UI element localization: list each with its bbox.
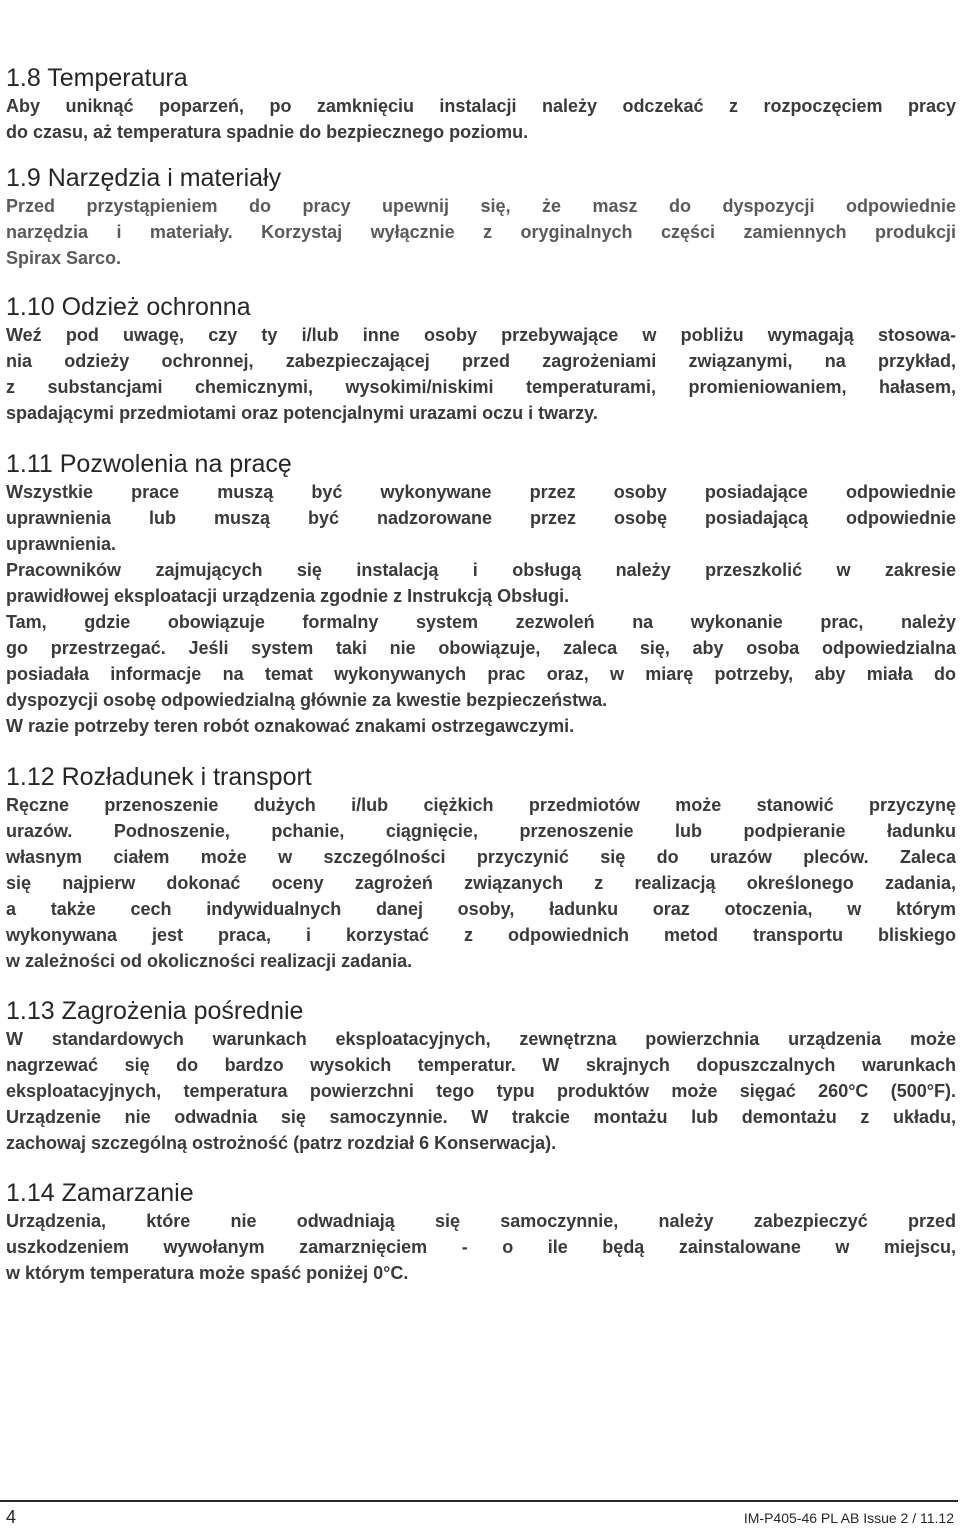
text-line: Ręczne przenoszenie dużych i/lub ciężkich przedmiotów może stanowić przyczynę [6, 795, 956, 815]
text-line: spadającymi przedmiotami oraz potencjalnymi urazami oczu i twarzy. [6, 403, 598, 423]
section-heading: 1.10 Odzież ochronna [6, 293, 251, 321]
section-paragraph [6, 1208, 956, 1286]
text-line: nia odzieży ochronnej, zabezpieczającej przed zagrożeniami związanymi, na przykład, [6, 351, 956, 371]
section-paragraph [6, 713, 956, 739]
text-line: Pracowników zajmujących się instalacją i obsługą należy przeszkolić w zakresie [6, 560, 956, 580]
section-paragraph [6, 1026, 956, 1156]
section-paragraph [6, 609, 956, 713]
text-line: Przed przystąpieniem do pracy upewnij się, że masz do dyspozycji odpowiednie [6, 196, 956, 216]
text-line: w zależności od okoliczności realizacji zadania. [6, 951, 413, 971]
text-line: w którym temperatura może spaść poniżej 0°C. [6, 1263, 409, 1283]
section-paragraph [6, 479, 956, 557]
section-paragraph [6, 792, 956, 974]
text-line: Tam, gdzie obowiązuje formalny system zezwoleń na wykonanie prac, należy [6, 612, 956, 632]
section-heading: 1.14 Zamarzanie [6, 1179, 194, 1207]
section-heading: 1.13 Zagrożenia pośrednie [6, 997, 304, 1025]
section-heading: 1.8 Temperatura [6, 64, 188, 92]
section-paragraph [6, 93, 956, 145]
text-line: narzędzia i materiały. Korzystaj wyłącznie z oryginalnych części zamiennych produkcji [6, 222, 956, 242]
section-1-14-zamarzanie [6, 1179, 956, 1286]
text-line: uprawnienia. [6, 534, 117, 554]
text-line: z substancjami chemicznymi, wysokimi/niskimi temperaturami, promieniowaniem, hałasem, [6, 377, 956, 397]
section-heading: 1.9 Narzędzia i materiały [6, 164, 282, 192]
text-line: własnym ciałem może w szczególności przyczynić się do urazów pleców. Zaleca [6, 847, 956, 867]
text-line: uszkodzeniem wywołanym zamarznięciem - o ile będą zainstalowane w miejscu, [6, 1237, 956, 1257]
section-1-13-zagrozenia-posrednie [6, 997, 956, 1156]
section-heading: 1.12 Rozładunek i transport [6, 763, 312, 791]
section-paragraph [6, 557, 956, 609]
text-line: Wszystkie prace muszą być wykonywane przez osoby posiadające odpowiednie [6, 482, 956, 502]
footer-divider [0, 1500, 958, 1502]
section-1-11-pozwolenia [6, 450, 956, 739]
text-line: dyspozycji osobę odpowiedzialną głównie za kwestie bezpieczeństwa. [6, 690, 608, 710]
text-line: do czasu, aż temperatura spadnie do bezpiecznego poziomu. [6, 122, 529, 142]
text-line: prawidłowej eksploatacji urządzenia zgodnie z Instrukcją Obsługi. [6, 586, 570, 606]
text-line: eksploatacyjnych, temperatura powierzchni tego typu produktów może sięgać 260°C (500°F). [6, 1081, 956, 1101]
text-line: się najpierw dokonać oceny zagrożeń związanych z realizacją określonego zadania, [6, 873, 956, 893]
text-line: Aby uniknąć poparzeń, po zamknięciu instalacji należy odczekać z rozpoczęciem pracy [6, 96, 956, 116]
text-line: wykonywana jest praca, i korzystać z odpowiednich metod transportu bliskiego [6, 925, 956, 945]
text-line: a także cech indywidualnych danej osoby, ładunku oraz otoczenia, w którym [6, 899, 956, 919]
page-number: 4 [6, 1507, 17, 1527]
text-line: urazów. Podnoszenie, pchanie, ciągnięcie, przenoszenie lub podpieranie ładunku [6, 821, 956, 841]
section-paragraph [6, 322, 956, 426]
text-line: zachowaj szczególną ostrożność (patrz rozdział 6 Konserwacja). [6, 1133, 557, 1153]
text-line: nagrzewać się do bardzo wysokich temperatur. W skrajnych dopuszczalnych warunkach [6, 1055, 956, 1075]
text-line: Urządzenie nie odwadnia się samoczynnie. W trakcie montażu lub demontażu z układu, [6, 1107, 956, 1127]
section-heading: 1.11 Pozwolenia na pracę [6, 450, 292, 478]
text-line: W standardowych warunkach eksploatacyjnych, zewnętrzna powierzchnia urządzenia może [6, 1029, 956, 1049]
text-line: Weź pod uwagę, czy ty i/lub inne osoby przebywające w pobliżu wymagają stosowa- [6, 325, 956, 345]
text-line: uprawnienia lub muszą być nadzorowane przez osobę posiadającą odpowiednie [6, 508, 956, 528]
text-line: posiadała informacje na temat wykonywanych prac oraz, w miarę potrzeby, aby miała do [6, 664, 956, 684]
section-paragraph [6, 193, 956, 271]
text-line: Urządzenia, które nie odwadniają się samoczynnie, należy zabezpieczyć przed [6, 1211, 956, 1231]
text-line: Spirax Sarco. [6, 248, 122, 268]
text-line: go przestrzegać. Jeśli system taki nie obowiązuje, zaleca się, aby osoba odpowiedzialna [6, 638, 956, 658]
text-line: W razie potrzeby teren robót oznakować znakami ostrzegawczymi. [6, 716, 575, 736]
section-1-12-rozladunek [6, 763, 956, 974]
section-1-9-narzedzia [6, 164, 956, 271]
document-id: IM-P405-46 PL AB Issue 2 / 11.12 [743, 1510, 954, 1526]
section-1-10-odziez-ochronna [6, 293, 956, 426]
section-1-8-temperatura [6, 64, 956, 145]
